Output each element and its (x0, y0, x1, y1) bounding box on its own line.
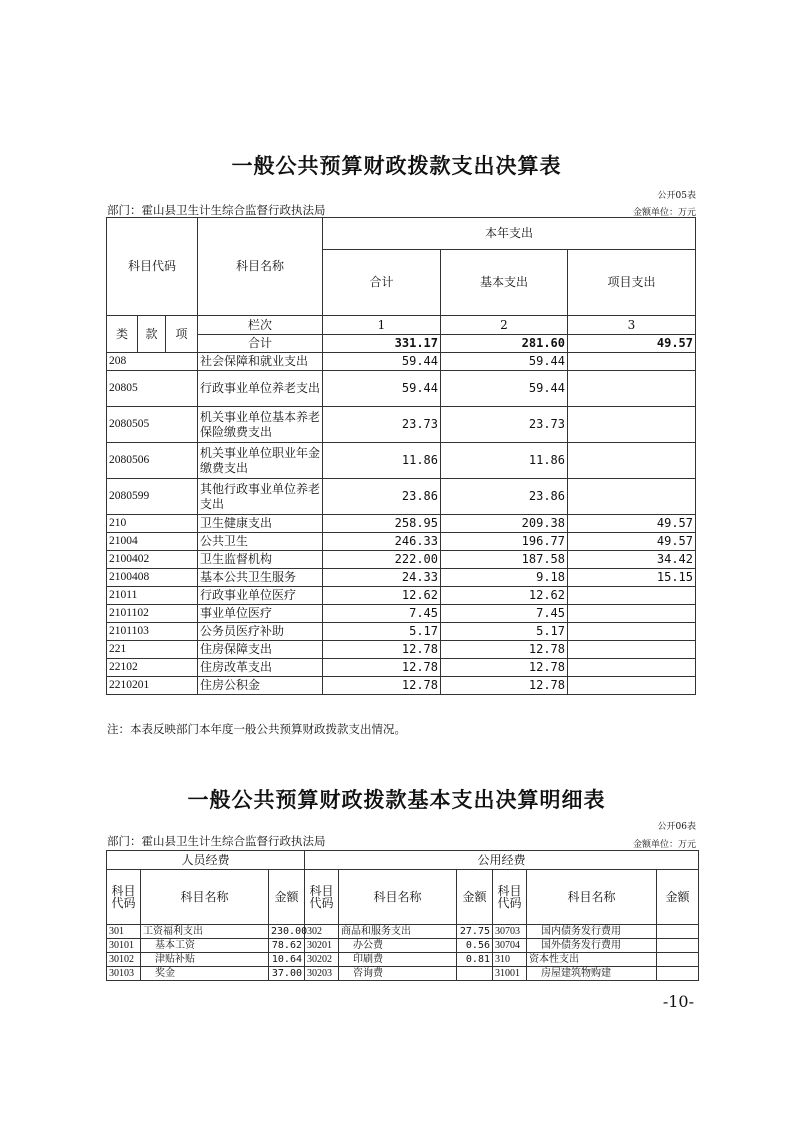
row-code: 210 (107, 515, 198, 533)
row-project (568, 677, 696, 695)
table-row (107, 623, 696, 641)
table-row (107, 967, 699, 981)
row-project (568, 641, 696, 659)
sum-label: 合计 (198, 335, 323, 353)
row-basic: 7.45 (441, 605, 568, 623)
row-code: 20805 (107, 371, 198, 407)
table05-number: 公开05表 (657, 191, 696, 201)
cell-g2-amt (657, 953, 699, 967)
table06-title: 一般公共预算财政拨款基本支出决算明细表 (187, 788, 606, 812)
header-col-label: 栏次 (198, 316, 323, 335)
cell-g2-name: 房屋建筑物购建 (527, 967, 657, 981)
cell-p-code: 301 (107, 925, 141, 939)
cell-g1-code: 30202 (305, 953, 339, 967)
header-g1-amount: 金额 (457, 870, 493, 925)
header-kuan: 款 (138, 316, 166, 353)
cell-p-amt: 230.00 (269, 925, 305, 939)
cell-g1-name: 印刷费 (339, 953, 457, 967)
sum-basic: 281.60 (441, 335, 568, 353)
cell-g2-name: 国外债务发行费用 (527, 939, 657, 953)
header-public: 公用经费 (305, 851, 699, 870)
cell-g2-code: 31001 (493, 967, 527, 981)
header-code: 科目代码 (107, 218, 198, 316)
table-row (107, 353, 696, 371)
row-code: 221 (107, 641, 198, 659)
row-total: 12.78 (323, 677, 441, 695)
row-project: 15.15 (568, 569, 696, 587)
row-project: 49.57 (568, 533, 696, 551)
row-project: 34.42 (568, 551, 696, 569)
row-code: 2101102 (107, 605, 198, 623)
header-col3: 3 (568, 316, 696, 335)
table05 (106, 217, 696, 695)
cell-p-name: 津贴补贴 (141, 953, 269, 967)
row-total: 11.86 (323, 443, 441, 479)
row-total: 7.45 (323, 605, 441, 623)
row-total: 12.78 (323, 641, 441, 659)
row-name: 住房改革支出 (198, 659, 323, 677)
row-basic: 9.18 (441, 569, 568, 587)
row-basic: 12.62 (441, 587, 568, 605)
row-name: 住房保障支出 (198, 641, 323, 659)
row-name: 行政事业单位养老支出 (198, 371, 323, 407)
cell-g2-code: 310 (493, 953, 527, 967)
row-name: 卫生健康支出 (198, 515, 323, 533)
row-code: 22102 (107, 659, 198, 677)
cell-g1-amt (457, 967, 493, 981)
table-row (107, 569, 696, 587)
cell-g1-amt: 0.81 (457, 953, 493, 967)
cell-g2-amt (657, 925, 699, 939)
table05-department: 部门：霍山县卫生计生综合监督行政执法局 (107, 203, 326, 217)
header-g2-name: 科目名称 (527, 870, 657, 925)
header-basic: 基本支出 (441, 250, 568, 316)
table-row (107, 925, 699, 939)
header-g1-name: 科目名称 (339, 870, 457, 925)
row-basic: 23.73 (441, 407, 568, 443)
row-total: 258.95 (323, 515, 441, 533)
row-project (568, 605, 696, 623)
header-personnel: 人员经费 (107, 851, 305, 870)
row-basic: 12.78 (441, 677, 568, 695)
cell-g2-name: 国内债务发行费用 (527, 925, 657, 939)
row-total: 222.00 (323, 551, 441, 569)
row-name: 住房公积金 (198, 677, 323, 695)
row-name: 机关事业单位职业年金缴费支出 (198, 443, 323, 479)
row-project (568, 623, 696, 641)
cell-g2-name: 资本性支出 (527, 953, 657, 967)
row-basic: 196.77 (441, 533, 568, 551)
table06-department: 部门：霍山县卫生计生综合监督行政执法局 (107, 834, 326, 848)
row-code: 21011 (107, 587, 198, 605)
row-name: 卫生监督机构 (198, 551, 323, 569)
row-basic: 12.78 (441, 659, 568, 677)
table-row (107, 939, 699, 953)
row-project (568, 587, 696, 605)
row-project (568, 479, 696, 515)
row-total: 24.33 (323, 569, 441, 587)
header-g2-amount: 金额 (657, 870, 699, 925)
row-project (568, 407, 696, 443)
row-project (568, 443, 696, 479)
row-code: 208 (107, 353, 198, 371)
cell-p-name: 奖金 (141, 967, 269, 981)
table-row (107, 479, 696, 515)
header-project: 项目支出 (568, 250, 696, 316)
sum-project: 49.57 (568, 335, 696, 353)
row-name: 公共卫生 (198, 533, 323, 551)
cell-g1-name: 办公费 (339, 939, 457, 953)
row-code: 2210201 (107, 677, 198, 695)
cell-g1-code: 30201 (305, 939, 339, 953)
table-row (107, 371, 696, 407)
header-p-name: 科目名称 (141, 870, 269, 925)
table-row (107, 515, 696, 533)
table05-title: 一般公共预算财政拨款支出决算表 (231, 154, 562, 178)
table-row (107, 443, 696, 479)
header-col1: 1 (323, 316, 441, 335)
cell-p-code: 30102 (107, 953, 141, 967)
row-name: 事业单位医疗 (198, 605, 323, 623)
row-code: 2080599 (107, 479, 198, 515)
table-row (107, 587, 696, 605)
cell-p-amt: 10.64 (269, 953, 305, 967)
cell-p-name: 基本工资 (141, 939, 269, 953)
cell-g2-code: 30704 (493, 939, 527, 953)
row-total: 23.73 (323, 407, 441, 443)
row-basic: 23.86 (441, 479, 568, 515)
row-basic: 59.44 (441, 353, 568, 371)
row-basic: 59.44 (441, 371, 568, 407)
cell-g2-amt (657, 939, 699, 953)
row-total: 23.86 (323, 479, 441, 515)
cell-g1-name: 咨询费 (339, 967, 457, 981)
table06-number: 公开06表 (657, 822, 696, 832)
cell-g1-code: 302 (305, 925, 339, 939)
header-name: 科目名称 (198, 218, 323, 316)
sum-total: 331.17 (323, 335, 441, 353)
table-row (107, 551, 696, 569)
table05-note: 注：本表反映部门本年度一般公共预算财政拨款支出情况。 (107, 722, 406, 736)
row-basic: 12.78 (441, 641, 568, 659)
row-code: 2100408 (107, 569, 198, 587)
row-code: 2080506 (107, 443, 198, 479)
row-name: 其他行政事业单位养老支出 (198, 479, 323, 515)
cell-g2-code: 30703 (493, 925, 527, 939)
table-row (107, 641, 696, 659)
table-row (107, 533, 696, 551)
row-total: 12.62 (323, 587, 441, 605)
cell-p-name: 工资福利支出 (141, 925, 269, 939)
header-lei: 类 (107, 316, 138, 353)
row-project (568, 353, 696, 371)
row-name: 社会保障和就业支出 (198, 353, 323, 371)
page-number: -10- (662, 992, 694, 1011)
cell-g1-code: 30203 (305, 967, 339, 981)
row-total: 246.33 (323, 533, 441, 551)
header-year-expense: 本年支出 (323, 218, 696, 250)
cell-p-amt: 37.00 (269, 967, 305, 981)
cell-p-code: 30103 (107, 967, 141, 981)
header-p-amount: 金额 (269, 870, 305, 925)
row-basic: 209.38 (441, 515, 568, 533)
row-code: 2101103 (107, 623, 198, 641)
header-p-code: 科目代码 (107, 870, 141, 925)
row-code: 2100402 (107, 551, 198, 569)
row-basic: 187.58 (441, 551, 568, 569)
row-project (568, 659, 696, 677)
table06-unit: 金额单位：万元 (632, 840, 696, 850)
table-row (107, 953, 699, 967)
table-row (107, 407, 696, 443)
cell-g2-amt (657, 967, 699, 981)
cell-g1-name: 商品和服务支出 (339, 925, 457, 939)
header-g1-code: 科目代码 (305, 870, 339, 925)
header-xiang: 项 (166, 316, 198, 353)
row-project (568, 371, 696, 407)
table06 (106, 850, 699, 981)
table-row (107, 605, 696, 623)
cell-p-amt: 78.62 (269, 939, 305, 953)
header-g2-code: 科目代码 (493, 870, 527, 925)
row-total: 59.44 (323, 371, 441, 407)
row-total: 59.44 (323, 353, 441, 371)
row-name: 基本公共卫生服务 (198, 569, 323, 587)
row-project: 49.57 (568, 515, 696, 533)
cell-g1-amt: 0.56 (457, 939, 493, 953)
table05-unit: 金额单位：万元 (632, 208, 696, 218)
row-total: 12.78 (323, 659, 441, 677)
row-name: 行政事业单位医疗 (198, 587, 323, 605)
row-name: 机关事业单位基本养老保险缴费支出 (198, 407, 323, 443)
table-row (107, 659, 696, 677)
table-row (107, 677, 696, 695)
header-col2: 2 (441, 316, 568, 335)
header-total: 合计 (323, 250, 441, 316)
cell-g1-amt: 27.75 (457, 925, 493, 939)
row-code: 21004 (107, 533, 198, 551)
row-code: 2080505 (107, 407, 198, 443)
row-basic: 5.17 (441, 623, 568, 641)
row-total: 5.17 (323, 623, 441, 641)
row-name: 公务员医疗补助 (198, 623, 323, 641)
cell-p-code: 30101 (107, 939, 141, 953)
row-basic: 11.86 (441, 443, 568, 479)
